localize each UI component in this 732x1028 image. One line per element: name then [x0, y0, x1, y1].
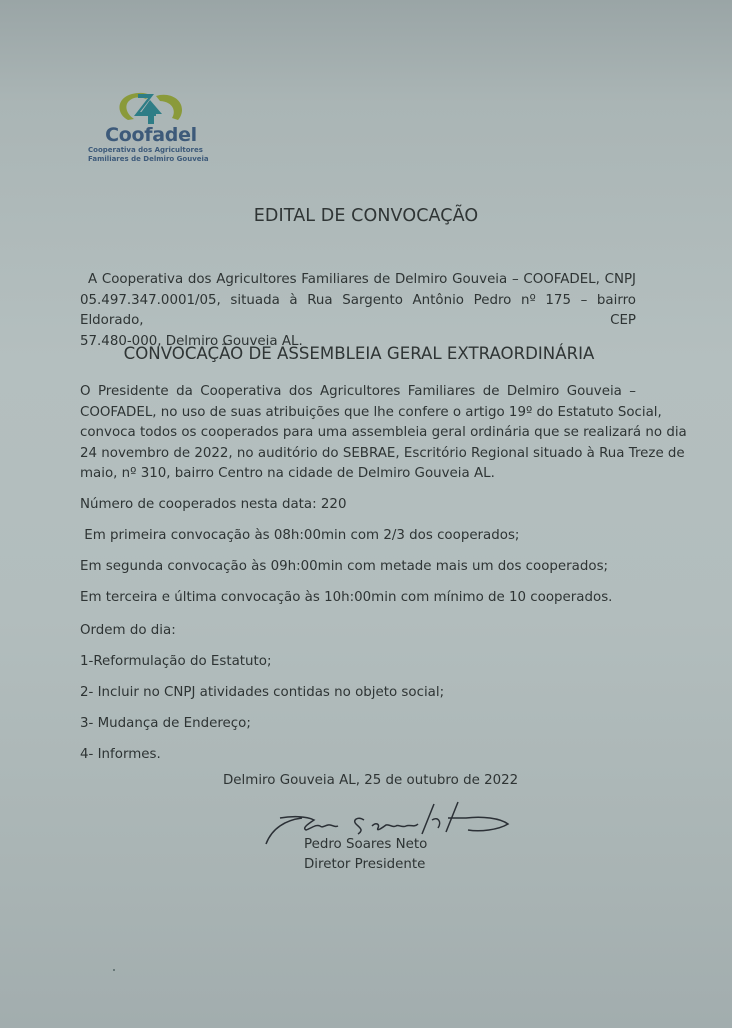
- agenda-item: 1-Reformulação do Estatuto;: [80, 654, 272, 669]
- logo-wordmark: Coofadel: [105, 124, 197, 146]
- body-line: COOFADEL, no uso de suas atribuições que lhe confere o artigo 19º do Estatuto Social,: [80, 404, 662, 420]
- body-line: O Presidente da Cooperativa dos Agricultores Familiares de Delmiro Gouveia –: [80, 384, 636, 399]
- logo-subtitle-line: Familiares de Delmiro Gouveia: [88, 154, 209, 163]
- body-line: maio, nº 310, bairro Centro na cidade de Delmiro Gouveia AL.: [80, 466, 495, 481]
- section-heading: CONVOCAÇÃO DE ASSEMBLEIA GERAL EXTRAORDINÁRIA: [123, 344, 595, 363]
- intro-paragraph: [80, 270, 636, 352]
- intro-line: A Cooperativa dos Agricultores Familiares de Delmiro Gouveia – COOFADEL, CNPJ: [88, 272, 636, 287]
- convocation-paragraph: [80, 382, 687, 485]
- first-call: Em primeira convocação às 08h:00min com 2/3 dos cooperados;: [80, 528, 520, 543]
- body-line: 24 novembro de 2022, no auditório do SEBRAE, Escritório Regional situado à Rua Treze de: [80, 445, 685, 461]
- body-line: convoca todos os cooperados para uma assembleia geral ordinária que se realizará no dia: [80, 425, 687, 440]
- logo-subtitle: [88, 146, 218, 163]
- intro-line: 05.497.347.0001/05, situada à Rua Sargento Antônio Pedro nº 175 – bairro Eldorado, CEP: [80, 292, 636, 328]
- agenda-item: 3- Mudança de Endereço;: [80, 716, 251, 731]
- place-and-date: Delmiro Gouveia AL, 25 de outubro de 2022: [223, 773, 519, 788]
- third-call: Em terceira e última convocação às 10h:00min com mínimo de 10 cooperados.: [80, 590, 613, 605]
- coofadel-emblem-icon: [110, 86, 190, 126]
- logo-subtitle-line: Cooperativa dos Agricultores: [88, 146, 203, 154]
- member-count: Número de cooperados nesta data: 220: [80, 497, 347, 512]
- second-call: Em segunda convocação às 09h:00min com metade mais um dos cooperados;: [80, 559, 609, 574]
- paper-speck: [113, 969, 115, 971]
- intro-line: 57.480-000, Delmiro Gouveia AL.: [80, 333, 303, 349]
- signer-name: Pedro Soares Neto: [304, 837, 428, 852]
- coofadel-logo: [88, 86, 226, 166]
- document-title: EDITAL DE CONVOCAÇÃO: [253, 206, 479, 226]
- signer-role: Diretor Presidente: [304, 857, 426, 872]
- agenda-heading: Ordem do dia:: [80, 623, 176, 638]
- agenda-item: 2- Incluir no CNPJ atividades contidas no objeto social;: [80, 685, 445, 700]
- signer-block: [304, 835, 427, 875]
- agenda-item: 4- Informes.: [80, 747, 161, 762]
